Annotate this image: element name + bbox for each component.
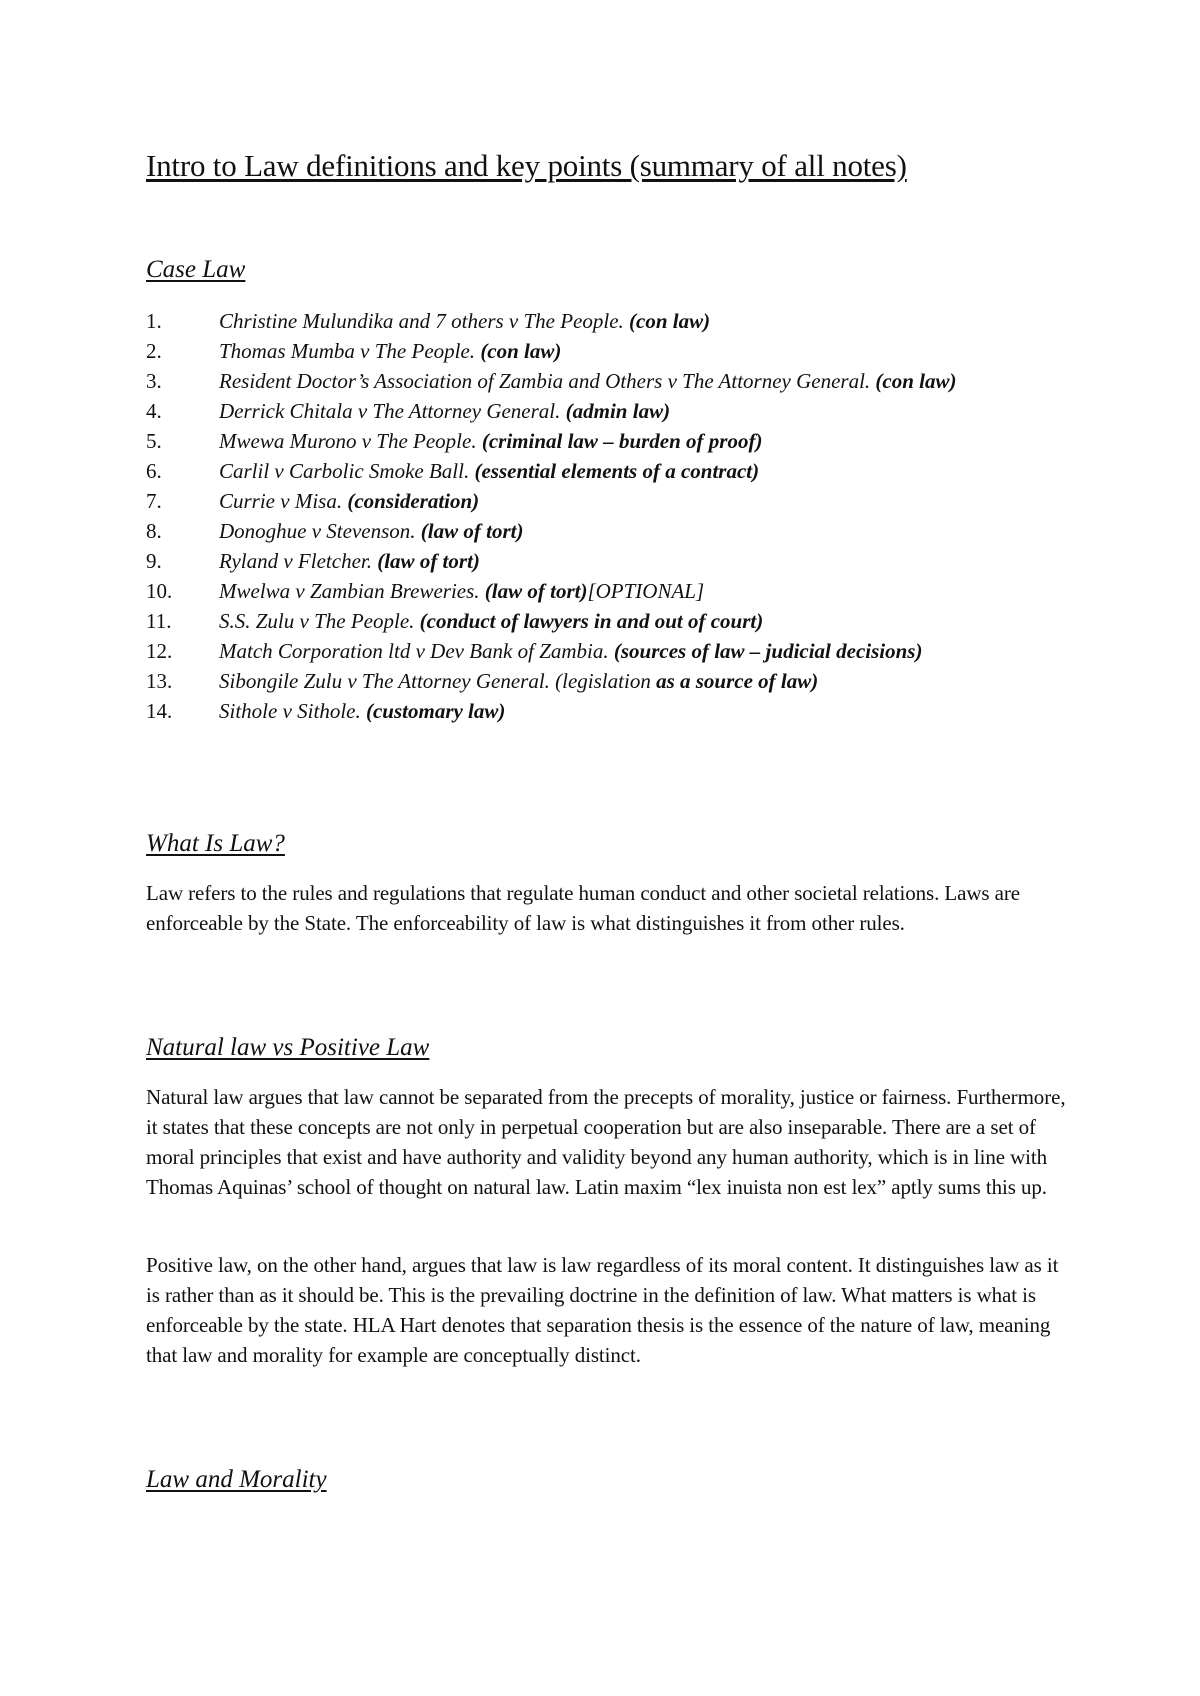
case-name: S.S. Zulu v The People. — [219, 609, 415, 633]
case-item-5 — [146, 426, 1066, 456]
case-number: 11. — [146, 609, 172, 633]
case-number: 12. — [146, 639, 173, 663]
case-name: Mwewa Murono v The People. — [219, 429, 477, 453]
case-name: Sithole v Sithole. — [219, 699, 361, 723]
case-name: Currie v Misa. — [219, 489, 343, 513]
case-subject-note: (customary law) — [365, 699, 506, 723]
case-subject-note: (criminal law – burden of proof) — [481, 429, 763, 453]
case-item-14 — [146, 696, 1066, 726]
case-subject-note: (law of tort) — [484, 579, 588, 603]
case-item-4 — [146, 396, 1066, 426]
natural-law-paragraph: Natural law argues that law cannot be separated from the precepts of morality, justice or fairness. Furthermore, it states that these concepts are not only in perpetual cooperation but are also inseparable. There are a set of moral principles that exist and have authority and validity beyond any human authority, which is in line with Thomas Aquinas’ school of thought on natural law. Latin maxim “lex inuista non est lex” aptly sums this up. — [146, 1085, 1066, 1199]
case-name: Derrick Chitala v The Attorney General. — [219, 399, 561, 423]
case-subject-note: (consideration) — [347, 489, 480, 513]
case-name: Carlil v Carbolic Smoke Ball. — [219, 459, 470, 483]
case-item-13 — [146, 666, 1066, 696]
case-number: 2. — [146, 339, 162, 363]
document-title: Intro to Law definitions and key points (summary of all notes) — [146, 148, 907, 183]
case-item-10 — [146, 576, 1066, 606]
case-subject-note: (law of tort) — [377, 549, 480, 573]
case-name: Thomas Mumba v The People. — [219, 339, 476, 363]
case-subject-note: (con law) — [875, 369, 957, 393]
case-number: 10. — [146, 579, 173, 603]
case-number: 5. — [146, 429, 162, 453]
case-number: 1. — [146, 309, 162, 333]
case-subject-note: (conduct of lawyers in and out of court) — [419, 609, 764, 633]
case-number: 14. — [146, 699, 173, 723]
case-item-9 — [146, 546, 1066, 576]
case-item-2 — [146, 336, 1066, 366]
positive-law-paragraph: Positive law, on the other hand, argues that law is law regardless of its moral content. It distinguishes law as it is rather than as it should be. This is the prevailing doctrine in the definition of law. What matters is what is enforceable by the state. HLA Hart denotes that separation thesis is the essence of the nature of law, meaning that law and morality for example are conceptually distinct. — [146, 1253, 1059, 1367]
case-law-heading: Case Law — [146, 256, 246, 283]
case-name: Match Corporation ltd v Dev Bank of Zambia. — [219, 639, 609, 663]
case-law-list — [146, 306, 1066, 726]
case-number: 7. — [146, 489, 162, 513]
case-item-3 — [146, 366, 1066, 396]
case-number: 3. — [146, 369, 162, 393]
case-item-6 — [146, 456, 1066, 486]
case-subject-note-plain: (legislation — [555, 669, 651, 693]
natural-vs-positive-heading: Natural law vs Positive Law — [146, 1034, 430, 1061]
case-name: Resident Doctor’s Association of Zambia and Others v The Attorney General. — [219, 369, 871, 393]
case-name: Christine Mulundika and 7 others v The People. — [219, 309, 624, 333]
case-name: Donoghue v Stevenson. — [219, 519, 416, 543]
case-subject-note: (sources of law – judicial decisions) — [613, 639, 923, 663]
case-item-11 — [146, 606, 1066, 636]
case-subject-note: (essential elements of a contract) — [474, 459, 760, 483]
case-item-8 — [146, 516, 1066, 546]
case-number: 8. — [146, 519, 162, 543]
case-item-1 — [146, 306, 1066, 336]
case-subject-note: as a source of law) — [650, 669, 819, 693]
case-name: Mwelwa v Zambian Breweries. — [219, 579, 480, 603]
case-number: 6. — [146, 459, 162, 483]
case-number: 4. — [146, 399, 162, 423]
case-item-12 — [146, 636, 1066, 666]
case-name: Sibongile Zulu v The Attorney General. — [219, 669, 550, 693]
case-subject-note: (con law) — [480, 339, 562, 363]
case-optional-tag: [OPTIONAL] — [587, 579, 705, 603]
case-subject-note: (admin law) — [565, 399, 671, 423]
case-number: 9. — [146, 549, 162, 573]
law-and-morality-heading: Law and Morality — [146, 1466, 327, 1493]
case-subject-note: (law of tort) — [420, 519, 524, 543]
case-subject-note: (con law) — [629, 309, 711, 333]
what-is-law-heading: What Is Law? — [146, 830, 285, 857]
case-name: Ryland v Fletcher. — [219, 549, 372, 573]
case-item-7 — [146, 486, 1066, 516]
what-is-law-paragraph: Law refers to the rules and regulations that regulate human conduct and other societal relations. Laws are enforceable by the State. The enforceability of law is what distinguishes it from other rules. — [146, 881, 1020, 935]
case-number: 13. — [146, 669, 173, 693]
